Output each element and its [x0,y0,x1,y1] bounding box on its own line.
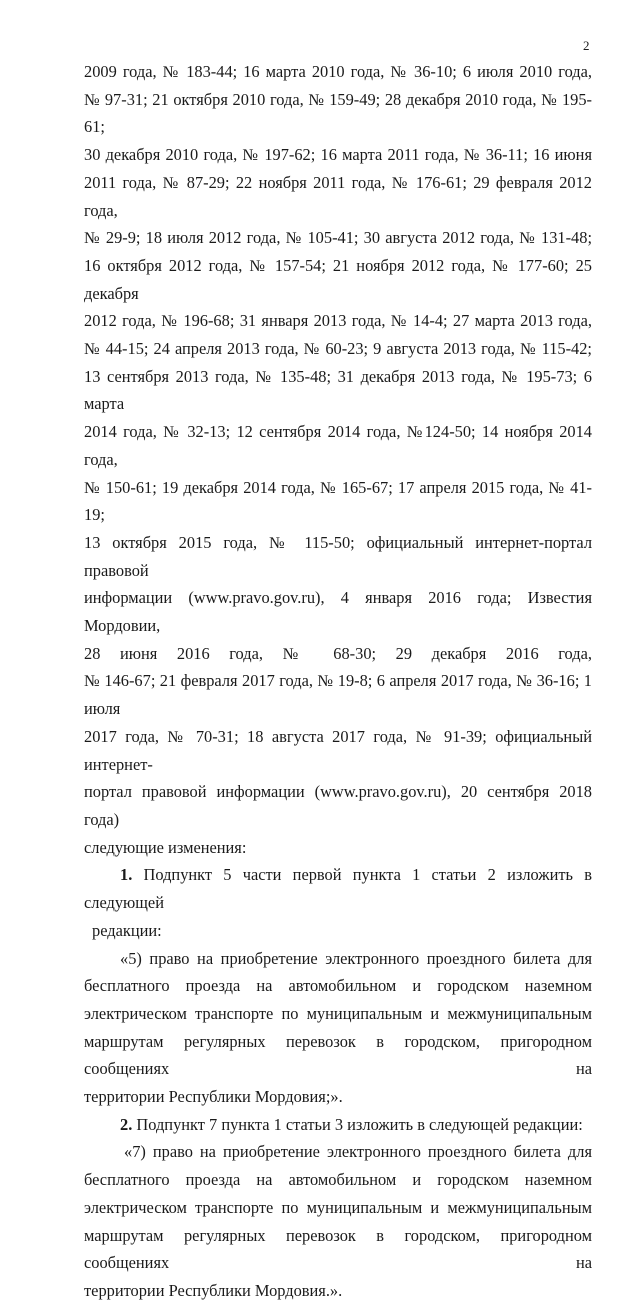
intro-line: 2011 года, № 87-29; 22 ноября 2011 года, № 176-61; 29 февраля 2012 года, [84,172,592,220]
intro-line: 2009 года, № 183-44; 16 марта 2010 года, № 36-10; 6 июля 2010 года, [84,62,592,81]
intro-paragraph [84,58,592,861]
intro-line: 30 декабря 2010 года, № 197-62; 16 марта 2011 года, № 36-11; 16 июня [84,145,592,165]
intro-line: № 150-61; 19 декабря 2014 года, № 165-67; 17 апреля 2015 года, № 41-19; [84,477,592,525]
item-1-text: Подпункт 5 части первой пункта 1 статьи 2 изложить в следующей [84,865,592,913]
intro-line: 16 октября 2012 года, № 157-54; 21 ноября 2012 года, № 177-60; 25 декабря [84,255,592,303]
item-1-last-line: редакции: [92,920,162,940]
item-2-paragraph [84,1111,592,1139]
quote-2-paragraph [84,1138,592,1304]
quote-2-line: «7) право на приобретение электронного проездного билета для [124,1142,592,1162]
quote-2-line: бесплатного проезда на автомобильном и городском наземном [84,1170,592,1190]
quote-1-line: маршрутам регулярных перевозок в городском, пригородном сообщениях на [84,1031,592,1079]
quote-2-line: электрическом транспорте по муниципальным и межмуниципальным [84,1197,592,1217]
intro-line: 2017 года, № 70-31; 18 августа 2017 года, № 91-39; официальный интернет- [84,726,592,774]
intro-line: 28 июня 2016 года, № 68-30; 29 декабря 2016 года, [84,643,592,663]
quote-2-last-line: территории Республики Мордовия.». [84,1280,343,1300]
intro-line: № 29-9; 18 июля 2012 года, № 105-41; 30 августа 2012 года, № 131-48; [84,228,592,248]
quote-1-line: бесплатного проезда на автомобильном и городском наземном [84,976,592,996]
document-body [84,58,592,1305]
item-1-number: 1. [120,865,133,885]
intro-line: информации (www.pravo.gov.ru), 4 января 2016 года; Известия Мордовии, [84,588,592,636]
quote-2-line: маршрутам регулярных перевозок в городском, пригородном сообщениях на [84,1225,592,1273]
item-2-text: Подпункт 7 пункта 1 статьи 3 изложить в следующей редакции: [136,1114,583,1134]
intro-line: 13 октября 2015 года, № 115-50; официальный интернет-портал правовой [84,532,592,580]
quote-1-line: электрическом транспорте по муниципальным и межмуниципальным [84,1003,592,1023]
intro-line: 2012 года, № 196-68; 31 января 2013 года, № 14-4; 27 марта 2013 года, [84,311,592,331]
intro-line: 2014 года, № 32-13; 12 сентября 2014 года, №124-50; 14 ноября 2014 года, [84,422,592,469]
intro-line: № 97-31; 21 октября 2010 года, № 159-49; 28 декабря 2010 года, № 195-61; [84,89,592,137]
intro-line-last: следующие изменения: [84,837,247,857]
intro-line: портал правовой информации (www.pravo.gov.ru), 20 сентября 2018 года) [84,782,592,829]
intro-line: № 44-15; 24 апреля 2013 года, № 60-23; 9 августа 2013 года, № 115-42; [84,339,592,359]
quote-1-last-line: территории Республики Мордовия;». [84,1087,343,1107]
intro-line: № 146-67; 21 февраля 2017 года, № 19-8; 6 апреля 2017 года, № 36-16; 1 июля [84,671,592,719]
quote-1-paragraph [84,945,592,1111]
page-number: 2 [583,38,590,53]
item-1-paragraph [84,861,592,916]
intro-line: 13 сентября 2013 года, № 135-48; 31 декабря 2013 года, № 195-73; 6 марта [84,366,592,414]
quote-1-line: «5) право на приобретение электронного проездного билета для [120,948,592,968]
item-2-number: 2. [120,1114,133,1134]
